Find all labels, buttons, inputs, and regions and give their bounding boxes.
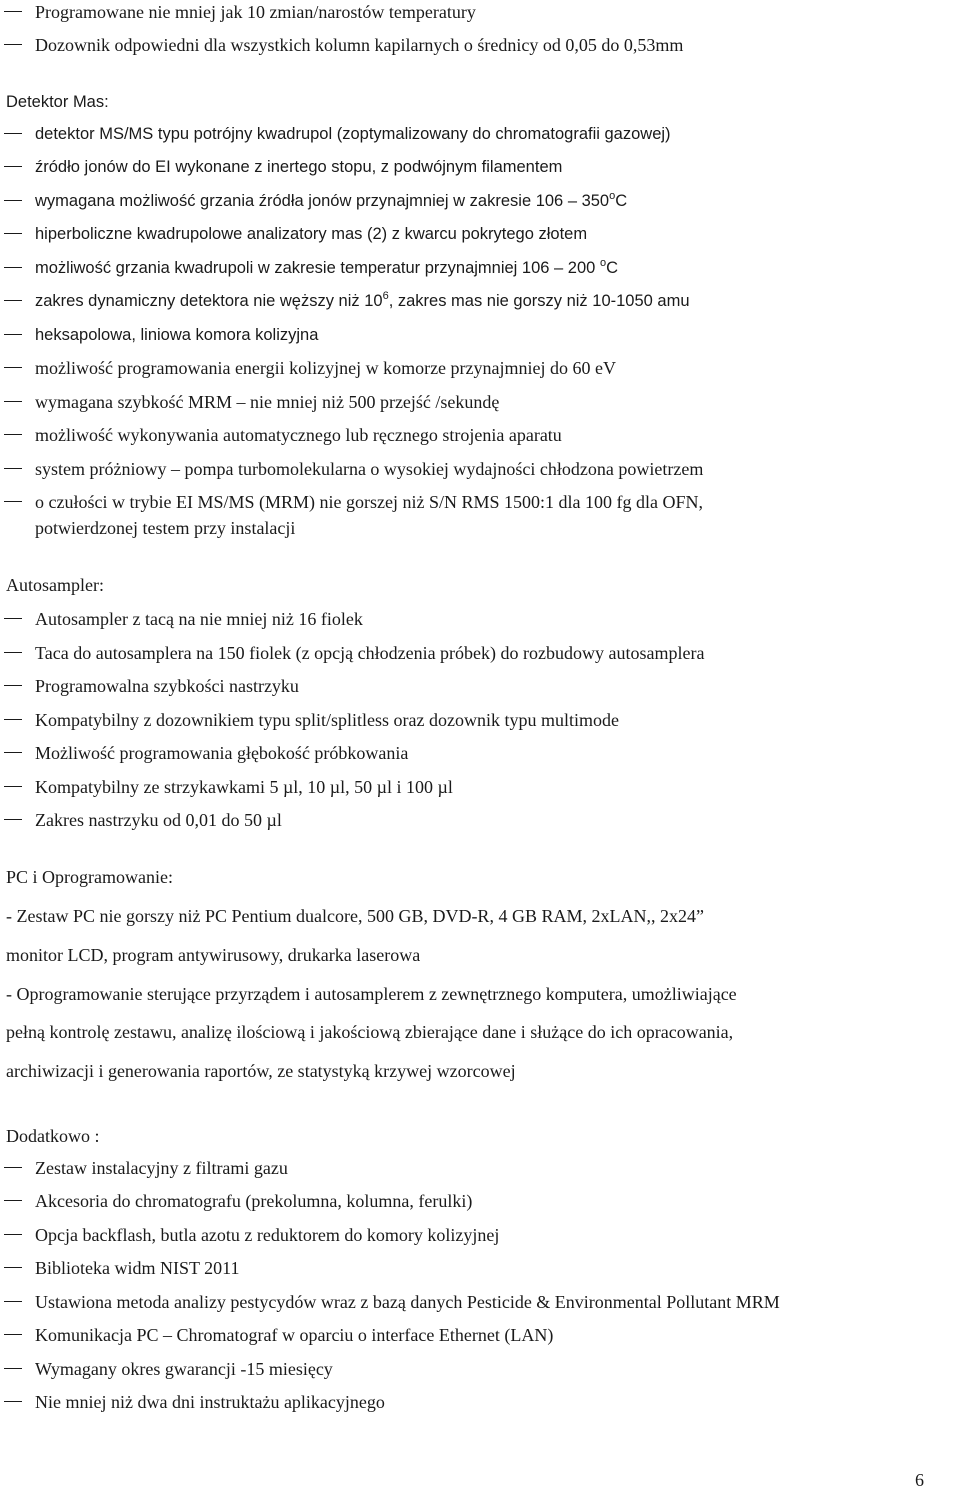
list-item-text: Opcja backflash, butla azotu z reduktorem do komory kolizyjnej <box>35 1225 500 1245</box>
list-item-text: Możliwość programowania głębokość próbkowania <box>35 743 409 763</box>
dash-bullet <box>4 652 22 653</box>
list-item <box>0 33 960 66</box>
dash-bullet <box>4 786 22 787</box>
list-item-text: Komunikacja PC – Chromatograf w oparciu o interface Ethernet (LAN) <box>35 1325 554 1345</box>
dash-bullet <box>4 1301 22 1302</box>
list-item-text-tail: , zakres mas nie gorszy niż 10-1050 amu <box>388 292 690 310</box>
list-item <box>0 0 960 33</box>
degree-superscript: o <box>609 189 616 202</box>
section-heading-pc: PC i Oprogramowanie: <box>6 867 173 887</box>
list-item-text-main: wymagana możliwość grzania źródła jonów przynajmniej w zakresie 106 – 350 <box>35 192 610 210</box>
list-item-text: hiperboliczne kwadrupolowe analizatory mas (2) z kwarcu pokrytego złotem <box>35 225 588 243</box>
paragraph-line: - Zestaw PC nie gorszy niż PC Pentium dualcore, 500 GB, DVD-R, 4 GB RAM, 2xLAN,, 2x24” <box>6 906 704 926</box>
dash-bullet <box>4 1267 22 1268</box>
list-item-text: Kompatybilny z dozownikiem typu split/splitless oraz dozownik typu multimode <box>35 710 619 730</box>
dash-bullet <box>4 1368 22 1369</box>
dash-bullet <box>4 501 22 502</box>
list-item-text: Biblioteka widm NIST 2011 <box>35 1258 240 1278</box>
list-item <box>0 289 960 322</box>
list-item-text: Autosampler z tacą na nie mniej niż 16 fiolek <box>35 609 363 629</box>
list-item-text: Dozownik odpowiedni dla wszystkich kolumn kapilarnych o średnicy od 0,05 do 0,53mm <box>35 35 684 55</box>
list-item <box>0 122 960 155</box>
dash-bullet <box>4 1401 22 1402</box>
list-item <box>0 1323 960 1356</box>
dash-bullet <box>4 44 22 45</box>
list-item-text: wymagana szybkość MRM – nie mniej niż 500 przejść /sekundę <box>35 392 500 412</box>
list-item <box>0 641 960 674</box>
dash-bullet <box>4 367 22 368</box>
exponent-superscript: 6 <box>382 289 389 302</box>
dash-bullet <box>4 685 22 686</box>
list-item-text: detektor MS/MS typu potrójny kwadrupol (zoptymalizowany do chromatografii gazowej) <box>35 125 671 143</box>
dash-bullet <box>4 267 22 268</box>
dash-bullet <box>4 233 22 234</box>
list-item <box>0 1357 960 1390</box>
list-item-text-main: możliwość grzania kwadrupoli w zakresie temperatur przynajmniej 106 – 200 <box>35 259 600 277</box>
list-item-text: Programowalna szybkości nastrzyku <box>35 676 299 696</box>
list-item-text: Zestaw instalacyjny z filtrami gazu <box>35 1158 288 1178</box>
dash-bullet <box>4 133 22 134</box>
list-item <box>0 1290 960 1323</box>
dash-bullet <box>4 11 22 12</box>
dash-bullet <box>4 819 22 820</box>
list-item-text <box>35 256 618 280</box>
dash-bullet <box>4 434 22 435</box>
list-item-text: Taca do autosamplera na 150 fiolek (z opcją chłodzenia próbek) do rozbudowy autosamplera <box>35 643 705 663</box>
list-item-text: źródło jonów do EI wykonane z inertego stopu, z podwójnym filamentem <box>35 158 563 176</box>
list-item <box>0 1189 960 1222</box>
list-item-text: możliwość programowania energii kolizyjnej w komorze przynajmniej do 60 eV <box>35 358 617 378</box>
list-item <box>0 708 960 741</box>
section-heading-autosampler: Autosampler: <box>6 575 104 595</box>
list-item-text: o czułości w trybie EI MS/MS (MRM) nie gorszej niż S/N RMS 1500:1 dla 100 fg dla OFN, <box>35 492 703 512</box>
list-item <box>0 1223 960 1256</box>
degree-superscript: o <box>599 256 607 269</box>
list-item <box>0 607 960 640</box>
list-item <box>0 741 960 774</box>
list-item-text: Nie mniej niż dwa dni instruktażu aplikacyjnego <box>35 1392 385 1412</box>
dash-bullet <box>4 1334 22 1335</box>
list-item <box>0 423 960 456</box>
section-heading-dodatkowo: Dodatkowo : <box>6 1126 100 1146</box>
list-item-text: Wymagany okres gwarancji -15 miesięcy <box>35 1359 333 1379</box>
list-item-text: Programowane nie mniej jak 10 zmian/narostów temperatury <box>35 2 476 22</box>
section-heading-detektor: Detektor Mas: <box>6 93 109 111</box>
list-item <box>0 222 960 255</box>
list-item-text: Akcesoria do chromatografu (prekolumna, kolumna, ferulki) <box>35 1191 473 1211</box>
dash-bullet <box>4 618 22 619</box>
dash-bullet <box>4 1200 22 1201</box>
list-item <box>0 356 960 389</box>
list-item <box>0 775 960 808</box>
list-item-text: Kompatybilny ze strzykawkami 5 µl, 10 µl, 50 µl i 100 µl <box>35 777 453 797</box>
list-item-text: system próżniowy – pompa turbomolekularna o wysokiej wydajności chłodzona powietrzem <box>35 459 704 479</box>
dash-bullet <box>4 200 22 201</box>
dash-bullet <box>4 1167 22 1168</box>
dash-bullet <box>4 401 22 402</box>
dash-bullet <box>4 334 22 335</box>
list-item-text: Ustawiona metoda analizy pestycydów wraz z bazą danych Pesticide & Environmental Pollutant MRM <box>35 1292 780 1312</box>
paragraph-line: - Oprogramowanie sterujące przyrządem i autosamplerem z zewnętrznego komputera, umożliwiające <box>6 984 737 1004</box>
list-item <box>0 490 960 546</box>
list-item <box>0 323 960 356</box>
list-item-text-continuation: potwierdzonej testem przy instalacji <box>35 518 296 538</box>
list-item <box>0 1390 960 1423</box>
page-number: 6 <box>915 1470 924 1490</box>
list-item-text <box>35 289 690 313</box>
list-item <box>0 1156 960 1189</box>
list-item <box>0 808 960 841</box>
list-item <box>0 189 960 222</box>
list-item <box>0 390 960 423</box>
list-item-text-main: zakres dynamiczny detektora nie węższy niż 10 <box>35 292 383 310</box>
list-item <box>0 155 960 188</box>
dash-bullet <box>4 1234 22 1235</box>
list-item-text: możliwość wykonywania automatycznego lub ręcznego strojenia aparatu <box>35 425 562 445</box>
paragraph-line: pełną kontrolę zestawu, analizę ilościową i jakościową zbierające dane i służące do ich opracowania, <box>6 1022 734 1042</box>
paragraph-line: archiwizacji i generowania raportów, ze statystyką krzywej wzorcowej <box>6 1061 516 1081</box>
unit-celsius: C <box>615 192 628 210</box>
dash-bullet <box>4 300 22 301</box>
list-item <box>0 457 960 490</box>
paragraph-line: monitor LCD, program antywirusowy, drukarka laserowa <box>6 945 421 965</box>
unit-celsius: C <box>606 259 618 277</box>
dash-bullet <box>4 719 22 720</box>
list-item-text <box>35 189 627 213</box>
dash-bullet <box>4 468 22 469</box>
list-item <box>0 674 960 707</box>
dash-bullet <box>4 166 22 167</box>
list-item <box>0 256 960 289</box>
dash-bullet <box>4 752 22 753</box>
list-item-text: heksapolowa, liniowa komora kolizyjna <box>35 326 319 344</box>
list-item-text: Zakres nastrzyku od 0,01 do 50 µl <box>35 810 282 830</box>
list-item <box>0 1256 960 1289</box>
